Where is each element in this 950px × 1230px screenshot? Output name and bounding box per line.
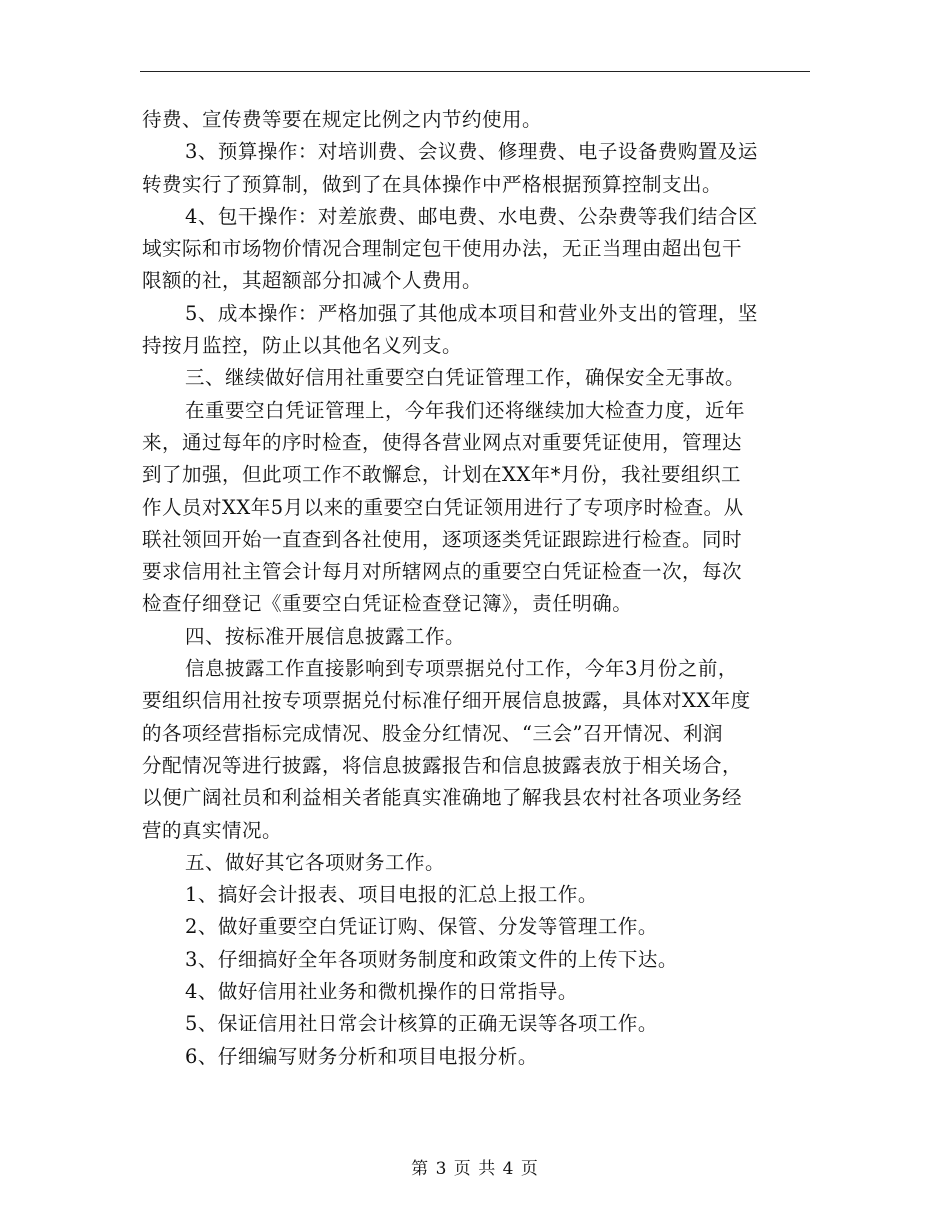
text-line: 转费实行了预算制，做到了在具体操作中严格根据预算控制支出。 xyxy=(142,172,723,196)
text-line: 3、仔细搞好全年各项财务制度和政策文件的上传下达。 xyxy=(185,947,678,971)
text-line: 以便广阔社员和利益相关者能真实准确地了解我县农村社各项业务经 xyxy=(142,786,743,810)
text-line: 五、做好其它各项财务工作。 xyxy=(185,850,446,874)
text-line: 要组织信用社按专项票据兑付标准仔细开展信息披露，具体对XX年度 xyxy=(142,689,751,713)
text-line: 5、保证信用社日常会计核算的正确无误等各项工作。 xyxy=(185,1012,658,1036)
text-line: 四、按标准开展信息披露工作。 xyxy=(185,624,466,648)
text-line: 4、包干操作：对差旅费、邮电费、水电费、公杂费等我们结合区 xyxy=(185,204,758,228)
text-line: 联社领回开始一直查到各社使用，逐项逐类凭证跟踪进行检查。同时 xyxy=(142,527,743,551)
document-body xyxy=(142,104,810,1073)
text-line: 到了加强，但此项工作不敢懈怠，计划在XX年*月份，我社要组织工 xyxy=(142,463,742,487)
text-line: 4、做好信用社业务和微机操作的日常指导。 xyxy=(185,980,578,1004)
text-line: 的各项经营指标完成情况、股金分红情况、“三会”召开情况、利润 xyxy=(142,721,723,745)
text-line: 检查仔细登记《重要空白凭证检查登记簿》，责任明确。 xyxy=(142,592,633,616)
text-line: 信息披露工作直接影响到专项票据兑付工作，今年3月份之前， xyxy=(185,657,738,681)
text-line: 2、做好重要空白凭证订购、保管、分发等管理工作。 xyxy=(185,915,658,939)
text-line: 营的真实情况。 xyxy=(142,818,283,842)
text-line: 限额的社，其超额部分扣减个人费用。 xyxy=(142,269,483,293)
text-line: 作人员对XX年5月以来的重要空白凭证领用进行了专项序时检查。从 xyxy=(142,495,744,519)
page-footer: 第 3 页 共 4 页 xyxy=(411,1159,539,1179)
text-line: 在重要空白凭证管理上，今年我们还将继续加大检查力度，近年 xyxy=(185,398,746,422)
text-line: 要求信用社主管会计每月对所辖网点的重要空白凭证检查一次，每次 xyxy=(142,560,743,584)
text-line: 来，通过每年的序时检查，使得各营业网点对重要凭证使用，管理达 xyxy=(142,430,743,454)
header-rule xyxy=(140,71,810,72)
text-line: 待费、宣传费等要在规定比例之内节约使用。 xyxy=(142,108,543,131)
text-line: 分配情况等进行披露，将信息披露报告和信息披露表放于相关场合， xyxy=(142,753,743,777)
text-line: 域实际和市场物价情况合理制定包干使用办法，无正当理由超出包干 xyxy=(142,237,743,261)
text-line: 持按月监控，防止以其他名义列支。 xyxy=(142,334,463,358)
text-line: 三、继续做好信用社重要空白凭证管理工作，确保安全无事故。 xyxy=(185,366,746,390)
text-line: 5、成本操作：严格加强了其他成本项目和营业外支出的管理，坚 xyxy=(185,301,758,325)
text-line: 3、预算操作：对培训费、会议费、修理费、电子设备费购置及运 xyxy=(185,140,758,164)
text-line: 1、搞好会计报表、项目电报的汇总上报工作。 xyxy=(185,883,598,907)
text-line: 6、仔细编写财务分析和项目电报分析。 xyxy=(185,1044,538,1068)
